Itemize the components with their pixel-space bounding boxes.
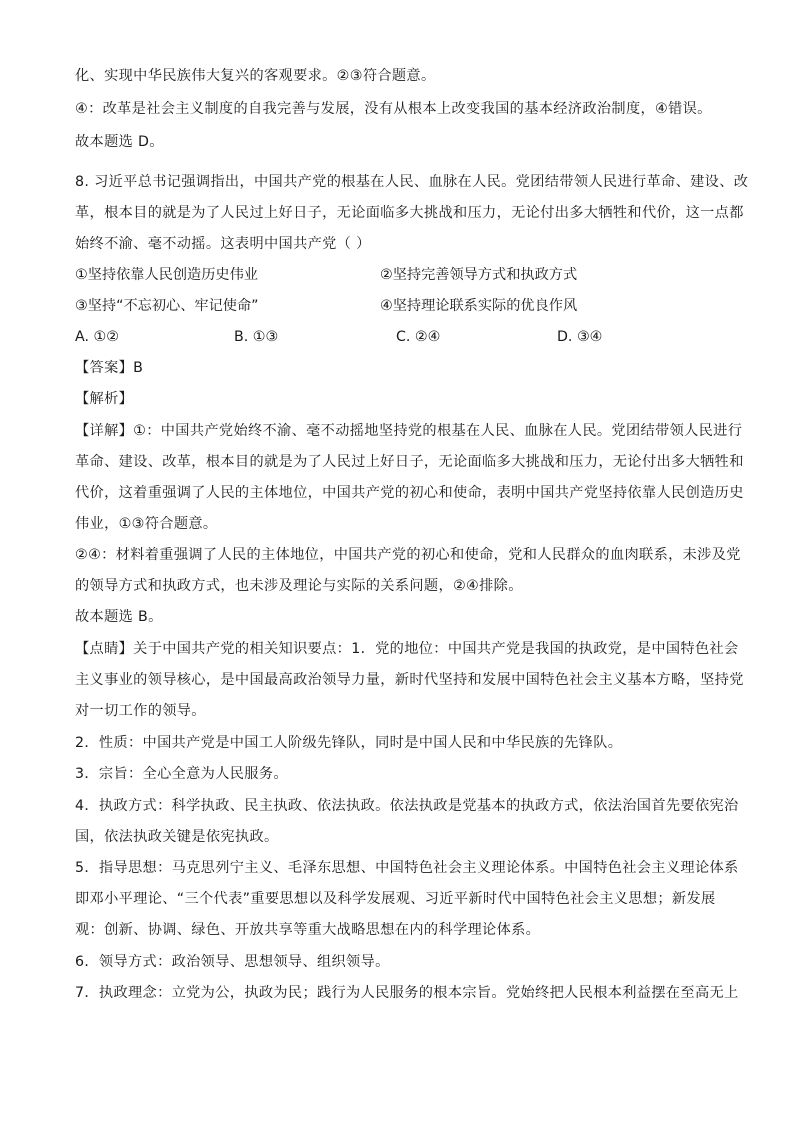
statement-3: ③坚持“不忘初心、牢记使命” bbox=[75, 298, 259, 314]
tips-line-1: 【点睛】关于中国共产党的相关知识要点：1．党的地位：中国共产党是我国的执政党，是中国特色社会 bbox=[75, 641, 739, 657]
prev-conclusion: 故本题选 D。 bbox=[75, 134, 164, 150]
tips-line-3: 对一切工作的领导。 bbox=[75, 703, 206, 719]
choice-c: C. ②④ bbox=[396, 329, 441, 345]
choice-a: A. ①② bbox=[75, 329, 119, 345]
point-6-leadership: 6．领导方式：政治领导、思想领导、组织领导。 bbox=[75, 954, 390, 970]
detail-line-2: 革命、建设、改革，根本目的就是为了人民过上好日子，无论面临多大挑战和压力，无论付出多大牺牲和 bbox=[75, 454, 744, 470]
detail-line-4: 伟业，①③符合题意。 bbox=[75, 516, 218, 532]
tips-line-2: 主义事业的领导核心，是中国最高政治领导力量，新时代坚持和发展中国特色社会主义基本方略，坚持党 bbox=[75, 672, 744, 688]
detail-line-5: ②④：材料着重强调了人民的主体地位，中国共产党的初心和使命，党和人民群众的血肉联系，未涉及党 bbox=[75, 547, 741, 563]
point-5-guiding-thought: 5．指导思想：马克思列宁主义、毛泽东思想、中国特色社会主义理论体系。中国特色社会主义理论体系 bbox=[75, 860, 739, 876]
prev-line-2: ④：改革是社会主义制度的自我完善与发展，没有从根本上改变我国的基本经济政治制度，④错误。 bbox=[75, 101, 712, 117]
statement-4: ④坚持理论联系实际的优良作风 bbox=[380, 298, 578, 314]
detail-conclusion: 故本题选 B。 bbox=[75, 609, 163, 625]
point-4-governance: 4．执政方式：科学执政、民主执政、依法执政。依法执政是党基本的执政方式，依法治国首先要依宪治 bbox=[75, 798, 739, 814]
question-stem-line-1: 8. 习近平总书记强调指出，中国共产党的根基在人民、血脉在人民。党团结带领人民进行革命、建设、改 bbox=[75, 174, 749, 190]
point-4-governance-cont: 国，依法执政关键是依宪执政。 bbox=[75, 829, 279, 845]
question-stem-line-3: 始终不渝、毫不动摇。这表明中国共产党（ ） bbox=[75, 236, 371, 252]
analysis-label: 【解析】 bbox=[75, 391, 134, 407]
detail-line-6: 的领导方式和执政方式，也未涉及理论与实际的关系问题，②④排除。 bbox=[75, 578, 523, 594]
detail-line-3: 代价，这着重强调了人民的主体地位，中国共产党的初心和使命，表明中国共产党坚持依靠人民创造历史 bbox=[75, 485, 744, 501]
question-stem-line-2: 革，根本目的就是为了人民过上好日子，无论面临多大挑战和压力，无论付出多大牺牲和代价，这一点都 bbox=[75, 205, 744, 221]
point-3-purpose: 3．宗旨：全心全意为人民服务。 bbox=[75, 766, 288, 782]
point-2-nature: 2．性质：中国共产党是中国工人阶级先锋队，同时是中国人民和中华民族的先锋队。 bbox=[75, 735, 623, 751]
choice-b: B. ①③ bbox=[234, 329, 279, 345]
statement-1: ①坚持依靠人民创造历史伟业 bbox=[75, 267, 258, 283]
point-7-philosophy: 7．执政理念：立党为公，执政为民；践行为人民服务的根本宗旨。党始终把人民根本利益摆在至高无上 bbox=[75, 985, 739, 1001]
point-5-guiding-thought-cont-1: 即邓小平理论、“三个代表”重要思想以及科学发展观、习近平新时代中国特色社会主义思想；新发展 bbox=[75, 891, 716, 907]
choice-d: D. ③④ bbox=[557, 329, 603, 345]
point-5-guiding-thought-cont-2: 观：创新、协调、绿色、开放共享等重大战略思想在内的科学理论体系。 bbox=[75, 922, 541, 938]
prev-line-1: 化、实现中华民族伟大复兴的客观要求。②③符合题意。 bbox=[75, 68, 436, 84]
statement-2: ②坚持完善领导方式和执政方式 bbox=[380, 267, 578, 283]
detail-line-1: 【详解】①：中国共产党始终不渝、毫不动摇地坚持党的根基在人民、血脉在人民。党团结带领人民进行 bbox=[75, 423, 743, 439]
answer-label: 【答案】B bbox=[75, 360, 144, 376]
